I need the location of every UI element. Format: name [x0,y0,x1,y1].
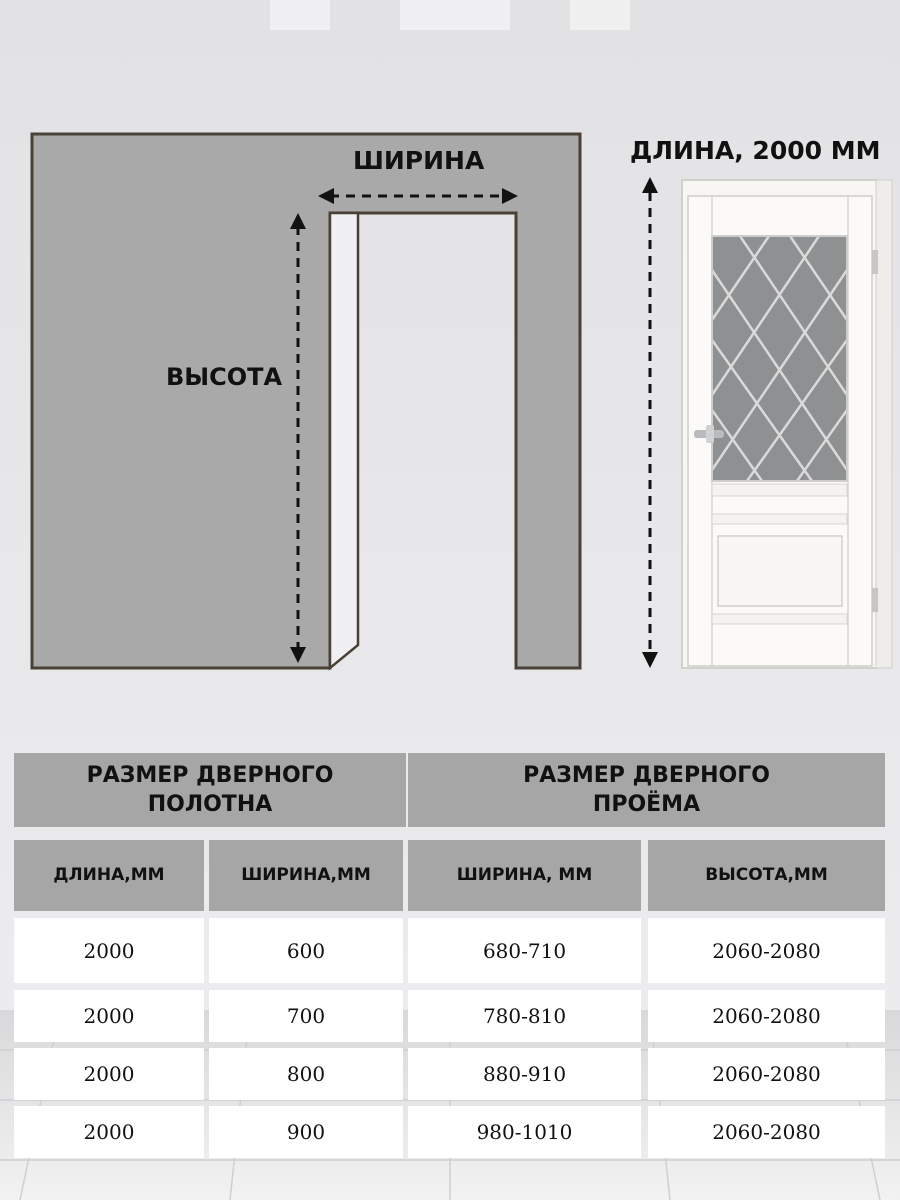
length-label: ДЛИНА, 2000 ММ [630,136,881,165]
table-cell: 600 [209,918,403,983]
table-cell: 2000 [14,1048,204,1100]
table-cell: 2000 [14,1106,204,1158]
table-cell: 780-810 [408,990,641,1042]
table-cell: 680-710 [408,918,641,983]
table-cell: 2000 [14,990,204,1042]
column-header-length: ДЛИНА,ММ [14,840,204,911]
column-header-leaf-width: ШИРИНА,ММ [209,840,403,911]
group-header-door-leaf [14,753,406,827]
group-header-door-opening [408,753,885,827]
table-cell: 2060-2080 [648,918,885,983]
group-header-text: РАЗМЕР ДВЕРНОГО ПОЛОТНА [86,763,334,817]
group-header-text: РАЗМЕР ДВЕРНОГО ПРОЁМА [523,763,770,817]
table-cell: 980-1010 [408,1106,641,1158]
column-header-opening-width: ШИРИНА, ММ [408,840,641,911]
table-cell: 2000 [14,918,204,983]
table-cell: 2060-2080 [648,1106,885,1158]
table-cell: 900 [209,1106,403,1158]
width-label: ШИРИНА [353,146,485,175]
table-cell: 700 [209,990,403,1042]
table-cell: 800 [209,1048,403,1100]
column-header-opening-height: ВЫСОТА,ММ [648,840,885,911]
height-label: ВЫСОТА [166,363,283,391]
table-cell: 2060-2080 [648,1048,885,1100]
table-cell: 2060-2080 [648,990,885,1042]
table-cell: 880-910 [408,1048,641,1100]
